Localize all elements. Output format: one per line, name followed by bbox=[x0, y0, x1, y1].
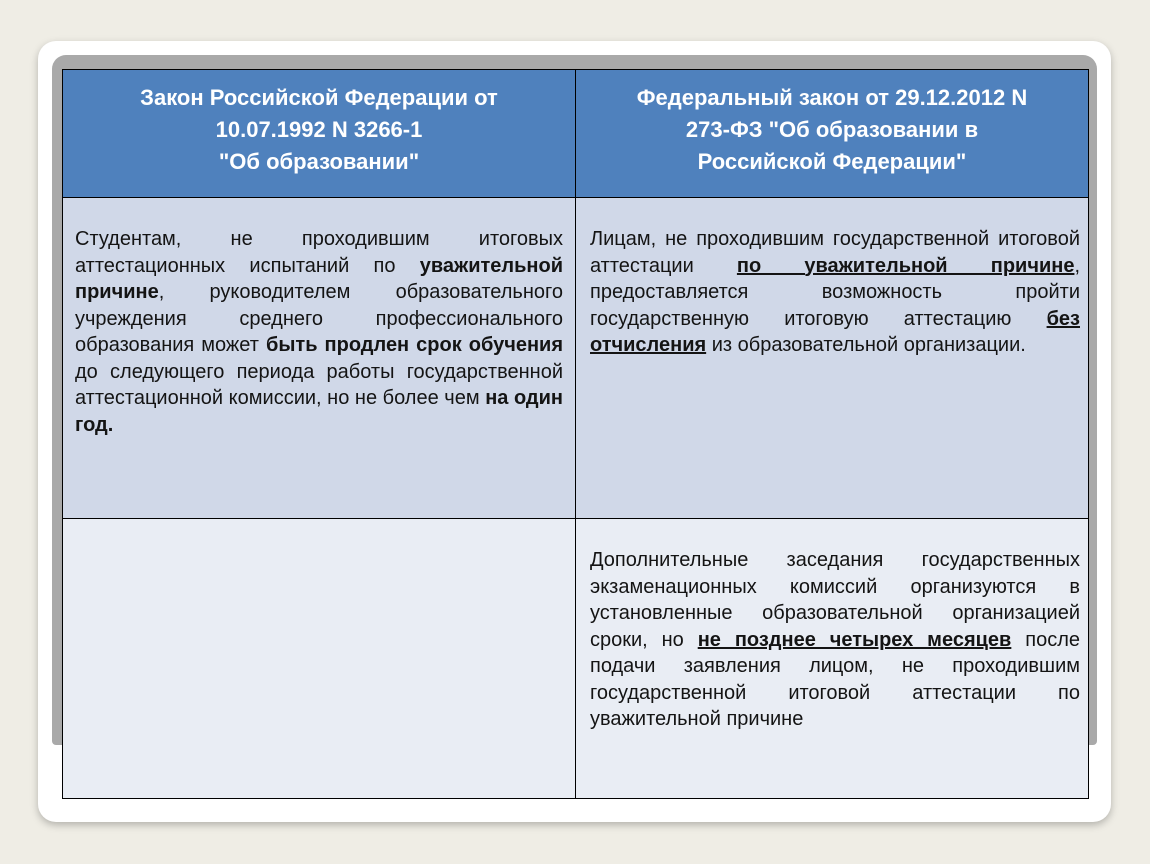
emphasis-text: без отчисления bbox=[590, 307, 1080, 356]
text-fragment: после подачи заявления лицом, не проходившим государственной итоговой аттестации по уважительной причине bbox=[590, 628, 1080, 730]
emphasis-text: по уважительной причине bbox=[736, 254, 1075, 277]
text-fragment: до следующего периода работы государственной аттестационной комиссии, но не более чем bbox=[75, 360, 563, 409]
text-fragment: Дополнительные заседания государственных экзаменационных комиссий организуются в установленные образовательной организацией сроки, но bbox=[590, 549, 1080, 651]
cell-text bbox=[576, 519, 1088, 733]
text-fragment: Лицам, не проходившим государственной итоговой аттестации bbox=[590, 228, 1080, 277]
header-new-law-line3: Российской Федерации" bbox=[697, 149, 967, 174]
cell-text bbox=[63, 519, 575, 547]
text-fragment: , предоставляется возможность пройти государственную итоговую аттестацию bbox=[590, 254, 1080, 330]
header-old-law-line3: "Об образовании" bbox=[218, 149, 420, 174]
header-old-law-line1: Закон Российской Федерации от bbox=[140, 85, 498, 110]
cell-new-law-commissions bbox=[576, 519, 1089, 799]
cell-text bbox=[63, 198, 575, 438]
cell-old-law-students bbox=[63, 198, 576, 519]
table-header-row bbox=[63, 70, 1089, 198]
comparison-table bbox=[62, 69, 1089, 799]
text-fragment: Студентам, не проходившим итоговых аттестационных испытаний по bbox=[75, 228, 563, 277]
text-fragment: из образовательной организации. bbox=[706, 334, 1026, 356]
cell-new-law-persons bbox=[576, 198, 1089, 519]
header-cell-new-law bbox=[576, 70, 1089, 198]
table-row bbox=[63, 198, 1089, 519]
cell-old-law-empty bbox=[63, 519, 576, 799]
emphasis-text: быть продлен срок обучения bbox=[265, 334, 564, 356]
header-new-law-line2: 273-ФЗ "Об образовании в bbox=[685, 117, 979, 142]
cell-text bbox=[576, 198, 1088, 359]
table-row bbox=[63, 519, 1089, 799]
text-fragment: , руководителем образовательного учреждения среднего профессионального образования может bbox=[75, 281, 563, 356]
emphasis-text: на один год. bbox=[75, 387, 563, 436]
emphasis-text: не позднее четырех месяцев bbox=[697, 628, 1012, 651]
header-new-law-line1: Федеральный закон от 29.12.2012 N bbox=[636, 85, 1028, 110]
emphasis-text: уважительной причине bbox=[75, 254, 563, 303]
header-old-law-line2: 10.07.1992 N 3266-1 bbox=[215, 117, 423, 142]
header-cell-old-law bbox=[63, 70, 576, 198]
